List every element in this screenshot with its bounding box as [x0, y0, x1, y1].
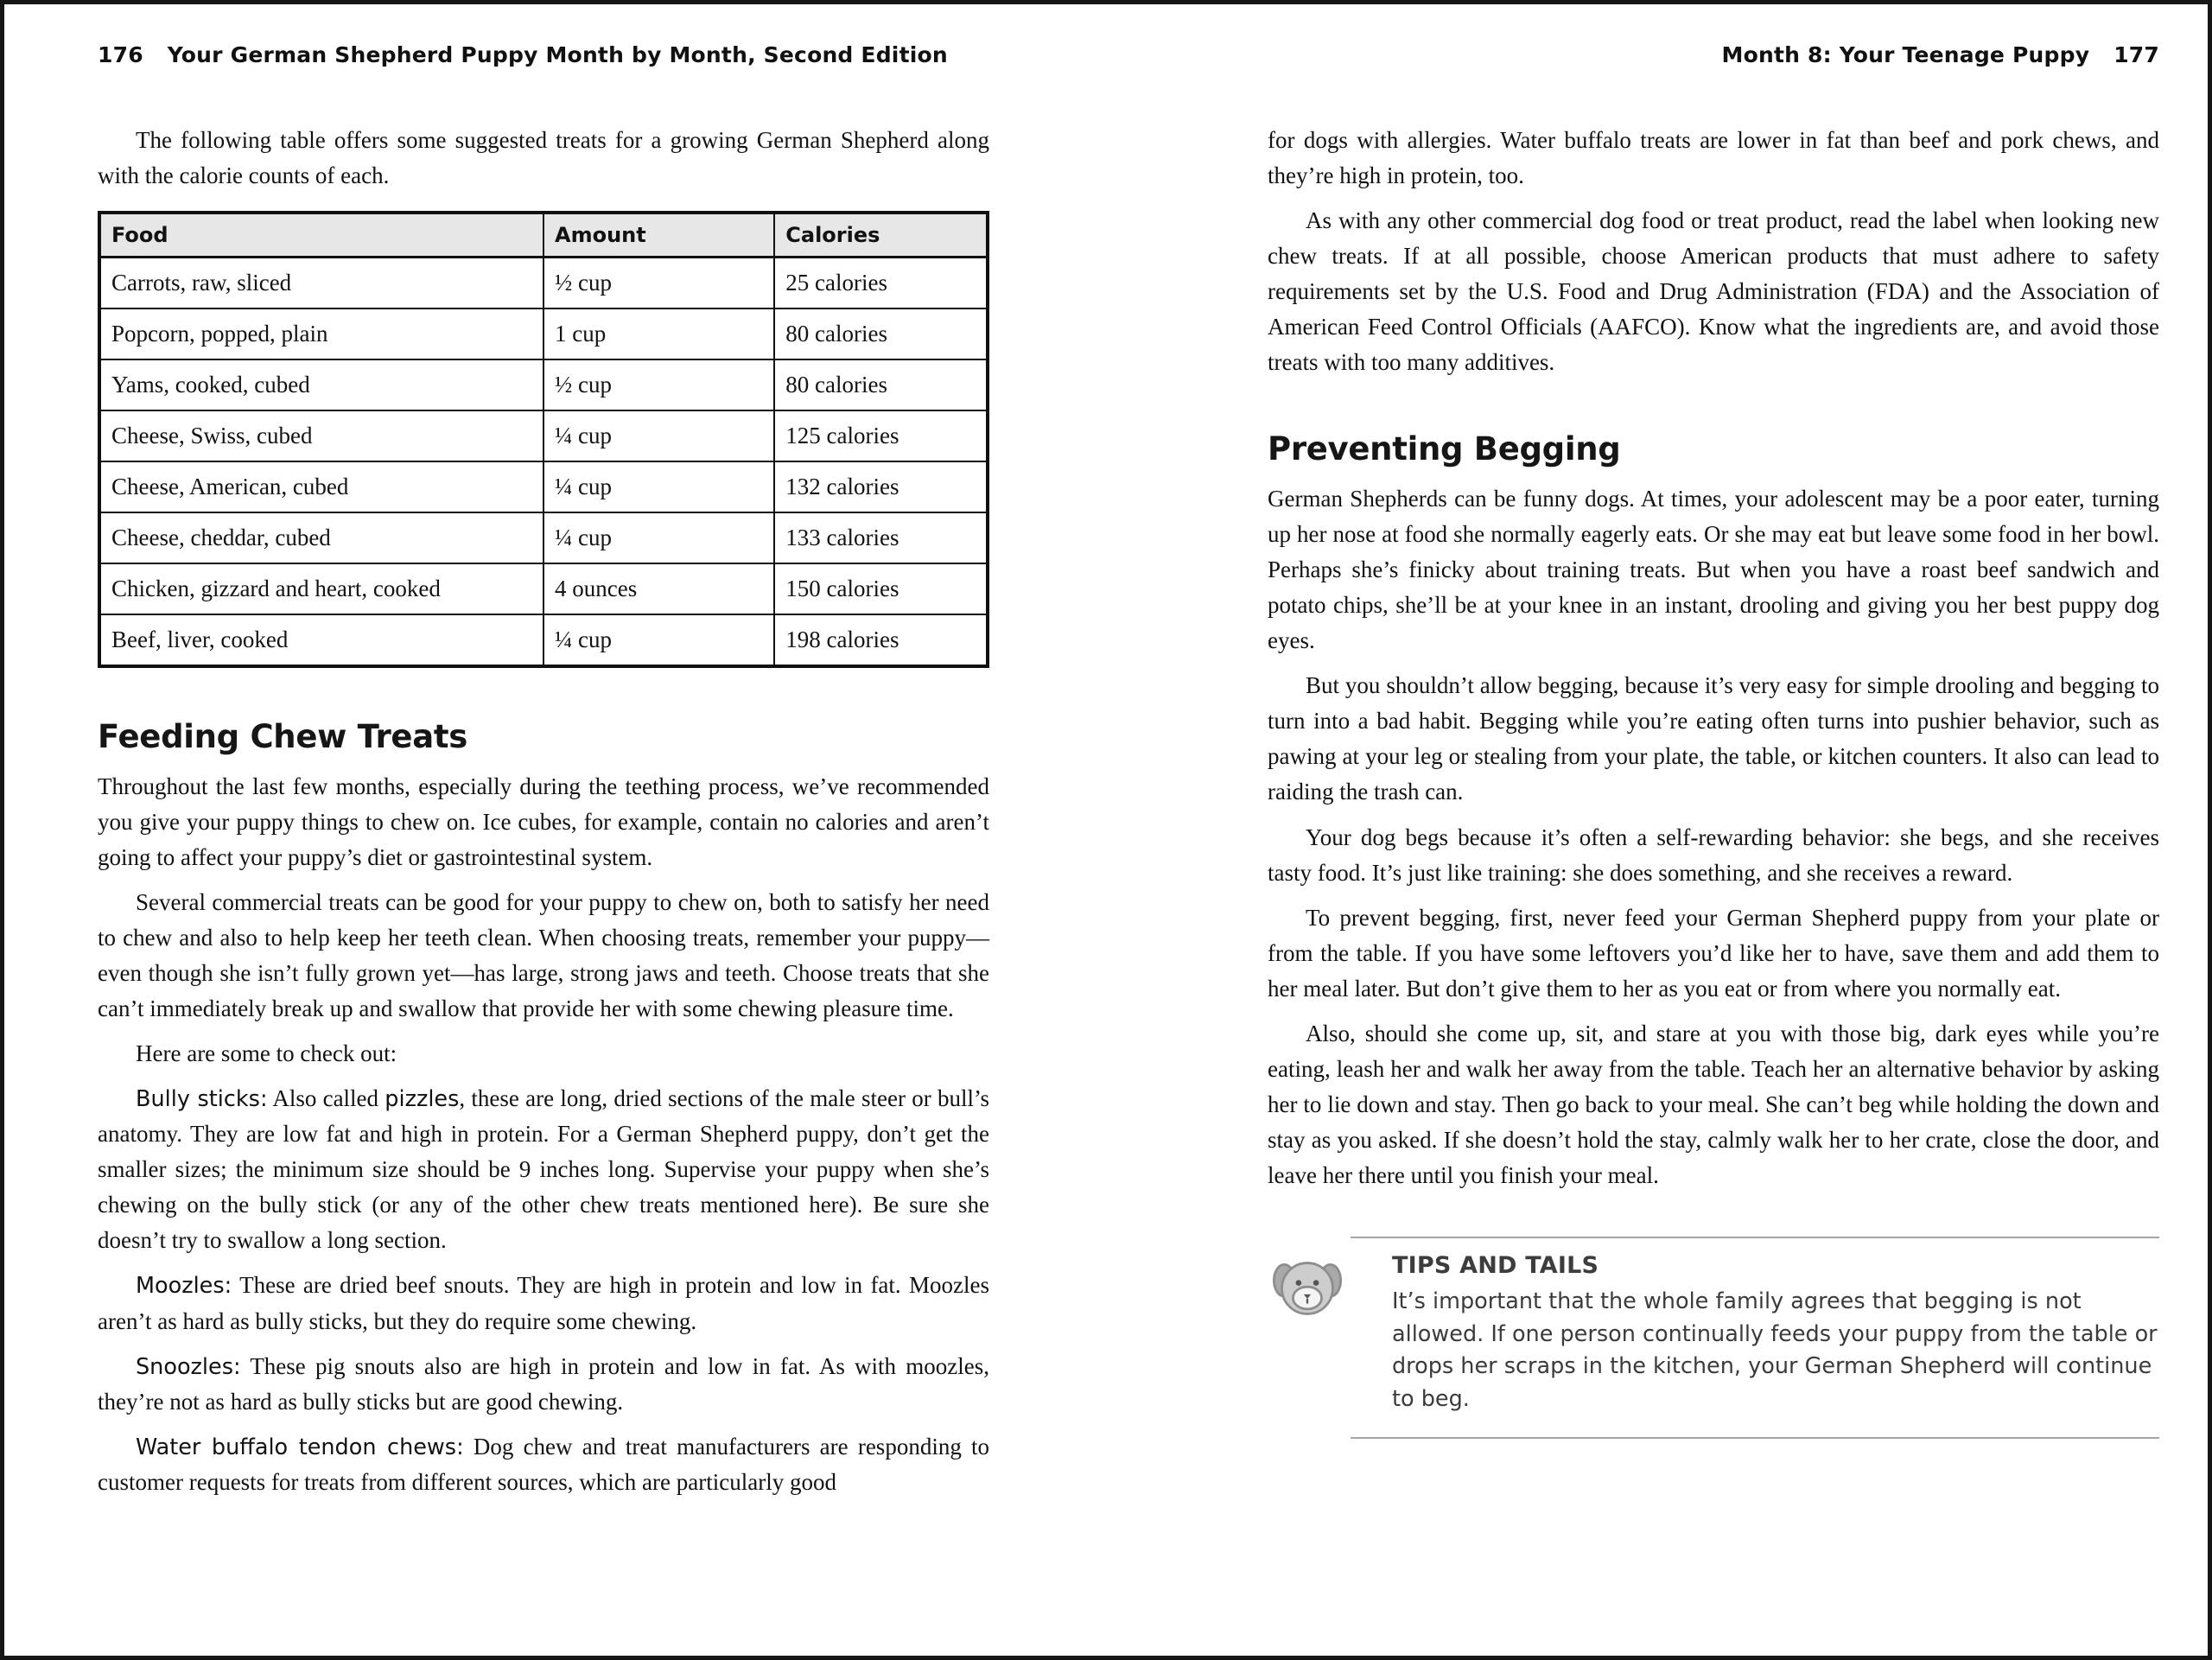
paragraph: Here are some to check out:: [136, 1040, 397, 1067]
table-row: [99, 512, 988, 563]
table-row: [99, 308, 988, 359]
running-title-left: Your German Shepherd Puppy Month by Month, Second Edition: [167, 42, 948, 67]
paragraph: Throughout the last few months, especially during the teething process, we’ve recommended you give your puppy things to chew on. Ice cubes, for example, contain no calories and aren’t going to affect your puppy’s diet or gastrointestinal system.: [98, 773, 989, 871]
chew-item-snoozles: [98, 1349, 989, 1420]
paragraph: Your dog begs because it’s often a self-rewarding behavior: she begs, and she receives tasty food. It’s just like training: she does something, and she receives a reward.: [1268, 824, 2159, 886]
amount-cell: ¼ cup: [543, 410, 774, 461]
calories-cell: 80 calories: [774, 308, 988, 359]
chew-item-bully-sticks: [98, 1081, 989, 1258]
column-header-amount: Amount: [543, 213, 774, 258]
section-heading-feeding-chew-treats: Feeding Chew Treats: [98, 718, 467, 756]
table-row: [99, 410, 988, 461]
paragraph: Several commercial treats can be good for your puppy to chew on, both to satisfy her need to chew and also to help keep her teeth clean. When choosing treats, remember your puppy—even though she isn’t fully grown yet—has large, strong jaws and teeth. Choose treats that she can’t immediately break up and swallow that provide her with some chewing pleasure time.: [98, 889, 989, 1022]
treats-table: [98, 211, 989, 668]
paragraph: To prevent begging, first, never feed your German Shepherd puppy from your plate or from the table. If you have some leftovers you’d like her to have, save them and add them to her meal later. But don’t give them to her as you eat or from where you normally eat.: [1268, 904, 2159, 1002]
table-header-row: [99, 213, 988, 258]
calories-cell: 25 calories: [774, 258, 988, 309]
food-cell: Beef, liver, cooked: [99, 614, 543, 666]
chew-item-label: Bully sticks:: [136, 1086, 268, 1113]
food-cell: Cheese, Swiss, cubed: [99, 410, 543, 461]
calories-cell: 80 calories: [774, 359, 988, 410]
intro-paragraph: The following table offers some suggested treats for a growing German Shepherd along with the calorie counts of each.: [98, 127, 989, 189]
section-heading-preventing-begging: Preventing Begging: [1268, 430, 1621, 468]
paragraph: Also, should she come up, sit, and stare at you with those big, dark eyes while you’re eating, leash her and walk her away from the table. Teach her an alternative behavior by asking her to lie down and stay. Then go back to your meal. She can’t beg while holding the down and stay as you asked. If she doesn’t hold the stay, calmly walk her to her crate, close the door, and leave her there until you finish your meal.: [1268, 1020, 2159, 1188]
calories-cell: 132 calories: [774, 461, 988, 512]
dog-icon: [1268, 1237, 1351, 1439]
table-row: [99, 614, 988, 666]
food-cell: Chicken, gizzard and heart, cooked: [99, 563, 543, 614]
chew-item-text: , these are long, dried sections of the male steer or bull’s anatomy. They are low fat and high in protein. For a German Shepherd puppy, don’t get the smaller sizes; the minimum size should be 9 inches long. Supervise your puppy when she’s chewing on the bully stick (or any of the other chew treats mentioned here). Be sure she doesn’t try to swallow a long section.: [98, 1085, 989, 1254]
amount-cell: ¼ cup: [543, 461, 774, 512]
calories-cell: 125 calories: [774, 410, 988, 461]
chew-item-text: Dog chew and treat manufacturers are responding to customer requests for treats from different sources, which are particularly good: [98, 1433, 990, 1495]
chew-item-text: These are dried beef snouts. They are high in protein and low in fat. Moozles aren’t as hard as bully sticks, but they do require some chewing.: [98, 1272, 989, 1334]
amount-cell: ½ cup: [543, 258, 774, 309]
running-head-right: [1268, 42, 2159, 67]
calories-cell: 198 calories: [774, 614, 988, 666]
food-cell: Yams, cooked, cubed: [99, 359, 543, 410]
table-row: [99, 461, 988, 512]
food-cell: Carrots, raw, sliced: [99, 258, 543, 309]
tips-title: TIPS AND TAILS: [1392, 1251, 1599, 1279]
paragraph: German Shepherds can be funny dogs. At times, your adolescent may be a poor eater, turning up her nose at food she normally eagerly eats. Or she may eat but leave some food in her bowl. Perhaps she’s finicky about training treats. But when you have a roast beef sandwich and potato chips, she’ll be at your knee in an instant, drooling and giving you her best puppy dog eyes.: [1268, 486, 2159, 654]
table-row: [99, 258, 988, 309]
paragraph: As with any other commercial dog food or treat product, read the label when looking new chew treats. If at all possible, choose American products that must adhere to safety requirements set by the U.S. Food and Drug Administration (FDA) and the Association of American Feed Control Officials (AAFCO). Know what the ingredients are, and avoid those treats with too many additives.: [1268, 207, 2159, 376]
left-page: [98, 42, 989, 1500]
chew-item-label: Moozles:: [136, 1273, 232, 1300]
table-row: [99, 563, 988, 614]
table-row: [99, 359, 988, 410]
tips-and-tails-box: [1268, 1237, 2159, 1439]
column-header-food: Food: [99, 213, 543, 258]
chew-item-text: Also called: [272, 1085, 385, 1112]
food-cell: Cheese, American, cubed: [99, 461, 543, 512]
term-pizzles: pizzles: [385, 1086, 460, 1113]
running-title-right: Month 8: Your Teenage Puppy: [1721, 42, 2090, 67]
chew-item-label: Snoozles:: [136, 1353, 241, 1380]
food-cell: Popcorn, popped, plain: [99, 308, 543, 359]
amount-cell: ½ cup: [543, 359, 774, 410]
right-page: [1268, 42, 2159, 1500]
page-number-right: 177: [2113, 42, 2159, 67]
chew-item-text: These pig snouts also are high in protein and low in fat. As with moozles, they’re not as hard as bully sticks but are good chewing.: [98, 1352, 989, 1415]
column-header-calories: Calories: [774, 213, 988, 258]
chew-item-label: Water buffalo tendon chews:: [136, 1434, 464, 1460]
paragraph: But you shouldn’t allow begging, because it’s very easy for simple drooling and begging to turn into a bad habit. Begging while you’re eating often turns into pushier behavior, such as pawing at your leg or stealing from your plate, the table, or kitchen counters. It also can lead to raiding the trash can.: [1268, 672, 2159, 805]
tips-content: [1351, 1237, 2159, 1439]
running-head-left: [98, 42, 989, 67]
amount-cell: 1 cup: [543, 308, 774, 359]
paragraph: for dogs with allergies. Water buffalo treats are lower in fat than beef and pork chews, and they’re high in protein, too.: [1268, 127, 2159, 189]
chew-item-water-buffalo: [98, 1429, 989, 1500]
food-cell: Cheese, cheddar, cubed: [99, 512, 543, 563]
tips-text: It’s important that the whole family agrees that begging is not allowed. If one person continually feeds your puppy from the table or drops her scraps in the kitchen, your German Shepherd will continue to beg.: [1392, 1288, 2158, 1413]
page-number-left: 176: [98, 42, 143, 67]
amount-cell: ¼ cup: [543, 614, 774, 666]
amount-cell: ¼ cup: [543, 512, 774, 563]
calories-cell: 150 calories: [774, 563, 988, 614]
chew-item-moozles: [98, 1268, 989, 1339]
calories-cell: 133 calories: [774, 512, 988, 563]
amount-cell: 4 ounces: [543, 563, 774, 614]
